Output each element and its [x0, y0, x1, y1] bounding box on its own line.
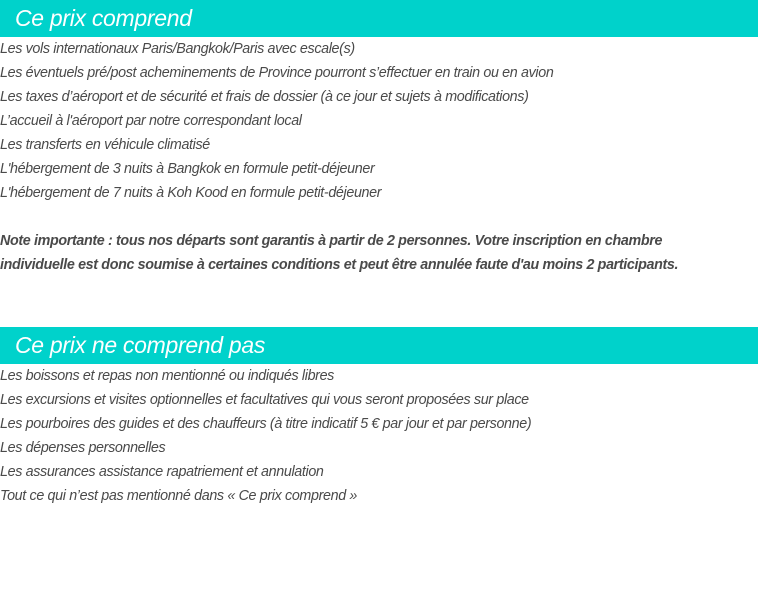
included-header — [0, 0, 758, 37]
included-list — [0, 37, 758, 205]
list-item: Tout ce qui n’est pas mentionné dans « Ce prix comprend » — [0, 488, 358, 504]
section-excluded — [0, 327, 758, 508]
list-item: Les éventuels pré/post acheminements de Province pourront s’effectuer en train ou en avion — [0, 65, 554, 81]
list-item: Les assurances assistance rapatriement et annulation — [0, 464, 324, 480]
list-item: L’accueil à l'aéroport par notre correspondant local — [0, 113, 302, 129]
excluded-title: Ce prix ne comprend pas — [15, 332, 266, 358]
included-title: Ce prix comprend — [15, 5, 192, 31]
list-item: Les transferts en véhicule climatisé — [0, 137, 210, 153]
list-item: Les pourboires des guides et des chauffeurs (à titre indicatif 5 € par jour et par personne) — [0, 416, 532, 432]
section-included — [0, 0, 758, 277]
list-item: L'hébergement de 3 nuits à Bangkok en formule petit-déjeuner — [0, 161, 375, 177]
list-item: Les vols internationaux Paris/Bangkok/Paris avec escale(s) — [0, 41, 355, 57]
list-item: Les boissons et repas non mentionné ou indiqués libres — [0, 368, 334, 384]
list-item: Les excursions et visites optionnelles et facultatives qui vous seront proposées sur place — [0, 392, 529, 408]
list-item: Les dépenses personnelles — [0, 440, 166, 456]
excluded-list — [0, 364, 758, 508]
list-item: L'hébergement de 7 nuits à Koh Kood en formule petit-déjeuner — [0, 185, 382, 201]
important-note: Note importante : tous nos départs sont garantis à partir de 2 personnes. Votre inscription en chambre individuelle est donc soumise à certaines conditions et peut être annulée faute d'au moins 2 participants. — [0, 233, 679, 273]
list-item: Les taxes d’aéroport et de sécurité et frais de dossier (à ce jour et sujets à modifications) — [0, 89, 529, 105]
excluded-header — [0, 327, 758, 364]
